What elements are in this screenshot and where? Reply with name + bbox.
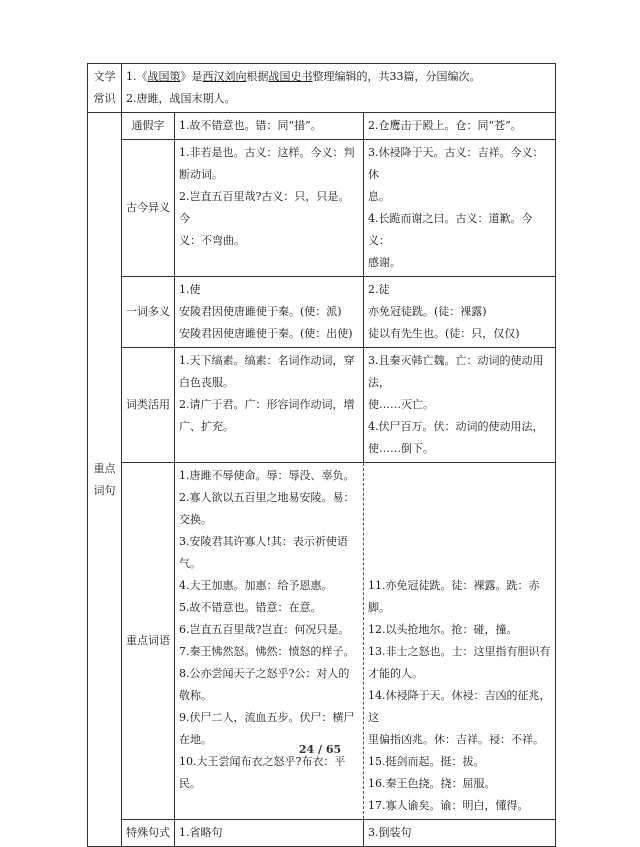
source-name: 战国史书 xyxy=(268,70,313,83)
author-name: 西汉刘向 xyxy=(202,70,247,83)
tongjiazi-right: 2.仓鹰击于殿上。仓：同“苍”。 xyxy=(364,113,556,140)
cilei-right: 3.且秦灭韩亡魏。亡：动词的使动用法， 使……灭亡。 4.伏尸百万。伏：动词的使动用法， 使……倒下。 xyxy=(364,348,556,463)
page-number: 24 / 65 xyxy=(298,743,342,756)
teshu-label: 特殊句式 xyxy=(122,820,175,847)
cilei-left: 1.天下缟素。缟素：名词作动词，穿 白色丧服。 2.请广于君。广：形容词作动词，增 广、扩充。 xyxy=(175,348,364,463)
gujin-label: 古今异义 xyxy=(122,140,175,277)
yiciduoyi-label: 一词多义 xyxy=(122,277,175,348)
notes-table xyxy=(87,63,556,847)
zhongdian-row xyxy=(88,463,556,820)
key-section-heading: 重点 词句 xyxy=(88,113,122,847)
zhongdian-right: 11.亦免冠徒跣。徒：裸露。跣：赤脚。 12.以头抢地尔。抢：碰，撞。 13.非士之怒也。士：这里指有胆识有 才能的人。 14.休祲降于天。休祲：吉凶的征兆，这 里偏指凶兆。休：吉祥。祲：不祥。 15.挺剑而起。挺：拔。 16.秦王色挠。挠：屈服。 17.寡人谕矣。谕：明白，懂得。 xyxy=(364,463,556,820)
teshu-right: 3.倒装句 xyxy=(364,820,556,847)
yiciduoyi-left: 1.使 安陵君因使唐雎使于秦。(使：派) 安陵君因使唐雎使于秦。(使：出使) xyxy=(175,277,364,348)
literature-item-2: 2.唐雎，战国末期人。 xyxy=(126,92,236,105)
literature-heading: 文学 常识 xyxy=(88,64,122,113)
zhongdian-left: 1.唐雎不辱使命。辱：辱没、辜负。 2.寡人欲以五百里之地易安陵。易： 交换。 3.安陵君其许寡人!其：表示祈使语 气。 4.大王加惠。加惠：给予恩惠。 5.故不错意也。错意：在意。 6.岂直五百里哉?岂直：何况只是。 7.秦王怫然怒。怫然：愤怒的样子。 8.公亦尝闻天子之怒乎?公：对人的 敬称。 9.伏尸二人，流血五步。伏尸：横尸 在地。 10.大王尝闻布衣之怒乎?布衣：平民。 xyxy=(175,463,364,820)
yiciduoyi-right: 2.徒 亦免冠徒跣。(徒：裸露) 徒以有先生也。(徒：只，仅仅) xyxy=(364,277,556,348)
book-title: 战国策 xyxy=(147,70,181,83)
tongjiazi-label: 通假字 xyxy=(122,113,175,140)
cilei-row xyxy=(88,348,556,463)
literature-content xyxy=(122,64,556,113)
zhongdian-label: 重点词语 xyxy=(122,463,175,820)
literature-row xyxy=(88,64,556,113)
literature-item-1: 1.《战国策》是西汉刘向根据战国史书整理编辑的，共33篇，分国编次。 xyxy=(126,70,481,83)
gujin-left: 1.非若是也。古义：这样。今义：判 断动词。 2.岂直五百里哉?古义：只，只是。今 义：不弯曲。 xyxy=(175,140,364,277)
cilei-label: 词类活用 xyxy=(122,348,175,463)
teshu-row xyxy=(88,820,556,847)
tongjiazi-left: 1.故不错意也。错：同“措”。 xyxy=(175,113,364,140)
gujin-right: 3.休祲降于天。古义：吉祥。今义：休 息。 4.长跪而谢之曰。古义：道歉。今义： 感谢。 xyxy=(364,140,556,277)
tongjiazi-row xyxy=(88,113,556,140)
gujin-row xyxy=(88,140,556,277)
yiciduoyi-row xyxy=(88,277,556,348)
teshu-left: 1.省略句 xyxy=(175,820,364,847)
